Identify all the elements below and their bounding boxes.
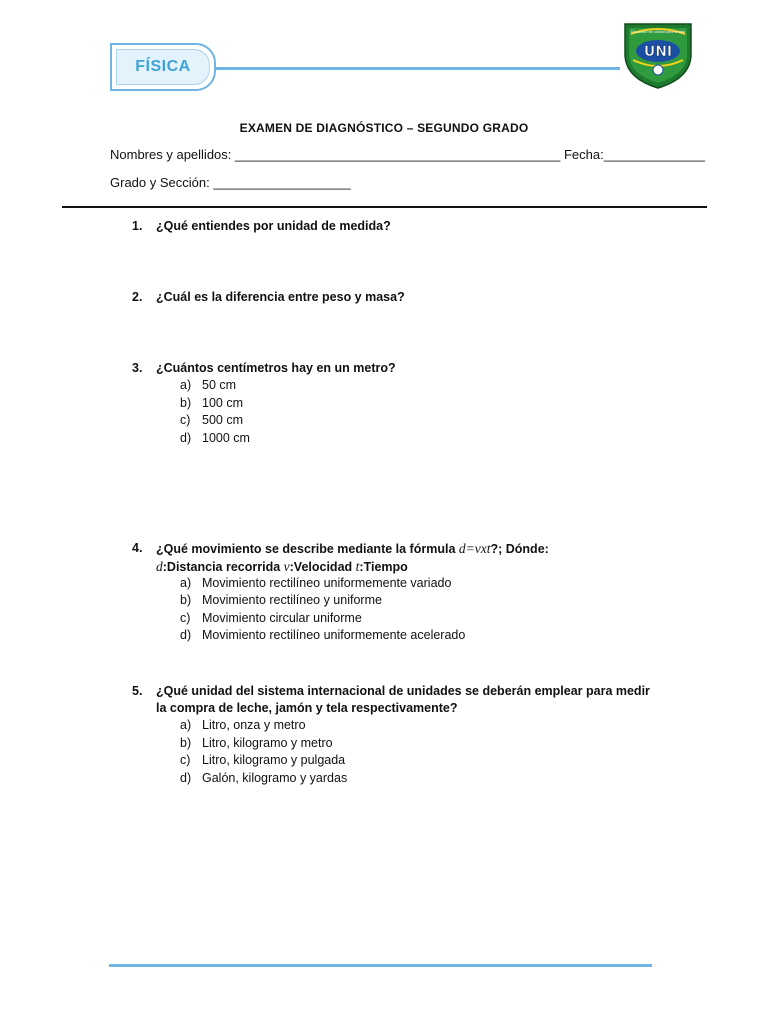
question-4-option-d[interactable]: Movimiento rectilíneo uniformemente acelerado [202, 628, 466, 642]
exam-title: EXAMEN DE DIAGNÓSTICO – SEGUNDO GRADO [239, 121, 529, 135]
subject-label: FÍSICA [116, 49, 210, 85]
question-5-option-a[interactable]: Litro, onza y metro [202, 718, 306, 732]
question-5-option-a-letter: a) [180, 718, 192, 732]
question-4-option-d-letter: d) [180, 628, 192, 642]
logo-text: UNI [643, 44, 673, 60]
question-2-number: 2. [132, 290, 143, 304]
def-v-text: :Velocidad [289, 560, 356, 574]
question-4-option-a-letter: a) [180, 576, 192, 590]
question-5-option-d-letter: d) [180, 771, 192, 785]
question-5-option-b[interactable]: Litro, kilogramo y metro [202, 736, 333, 750]
footer-divider [109, 964, 652, 967]
question-1-text: ¿Qué entiendes por unidad de medida? [156, 219, 391, 233]
question-4-text-after: ?; Dónde: [490, 542, 549, 556]
question-4-option-c-letter: c) [180, 611, 191, 625]
question-3-option-b[interactable]: 100 cm [202, 396, 243, 410]
question-2-text: ¿Cuál es la diferencia entre peso y masa? [156, 290, 405, 304]
question-5-text-line2: la compra de leche, jamón y tela respectivamente? [156, 701, 458, 715]
question-3-option-a[interactable]: 50 cm [202, 378, 237, 392]
question-5-number: 5. [132, 684, 143, 698]
question-3-option-d-letter: d) [180, 431, 192, 445]
question-4-definitions [156, 558, 408, 577]
grade-section-field[interactable]: Grado y Sección: ___________________ [110, 175, 351, 190]
question-5-option-c-letter: c) [180, 753, 191, 767]
def-t-text: :Tiempo [359, 560, 408, 574]
question-5-option-c[interactable]: Litro, kilogramo y pulgada [202, 753, 346, 767]
question-4-option-a[interactable]: Movimiento rectilíneo uniformemente variado [202, 576, 452, 590]
def-d-text: :Distancia recorrida [162, 560, 284, 574]
question-3-option-a-letter: a) [180, 378, 192, 392]
question-4-number: 4. [132, 541, 143, 555]
question-3-number: 3. [132, 361, 143, 375]
name-date-field[interactable]: Nombres y apellidos: _____________________________________________ Fecha:______________ [110, 147, 705, 162]
question-1-number: 1. [132, 219, 143, 233]
question-4-text-before: ¿Qué movimiento se describe mediante la fórmula [156, 542, 459, 556]
question-5-option-b-letter: b) [180, 736, 192, 750]
section-divider [62, 206, 707, 208]
question-4-option-b[interactable]: Movimiento rectilíneo y uniforme [202, 593, 382, 607]
header-divider [216, 67, 620, 70]
def-t-symbol: t [355, 559, 360, 574]
subject-badge [110, 43, 216, 91]
logo-motto: Educación de calidad para la vida [631, 30, 685, 34]
question-4-formula: d=vxt [458, 541, 491, 556]
question-4-option-b-letter: b) [180, 593, 192, 607]
question-4-option-c[interactable]: Movimiento circular uniforme [202, 611, 362, 625]
question-5-option-d[interactable]: Galón, kilogramo y yardas [202, 771, 348, 785]
question-5-text-line1: ¿Qué unidad del sistema internacional de unidades se deberán emplear para medir [156, 684, 650, 698]
def-v-symbol: v [283, 559, 290, 574]
question-3-option-d[interactable]: 1000 cm [202, 431, 250, 445]
question-3-option-b-letter: b) [180, 396, 192, 410]
school-logo-icon [619, 20, 697, 90]
question-4-text [156, 540, 549, 559]
def-d-symbol: d [156, 559, 163, 574]
question-3-text: ¿Cuántos centímetros hay en un metro? [156, 361, 396, 375]
question-3-option-c-letter: c) [180, 413, 191, 427]
question-3-option-c[interactable]: 500 cm [202, 413, 243, 427]
